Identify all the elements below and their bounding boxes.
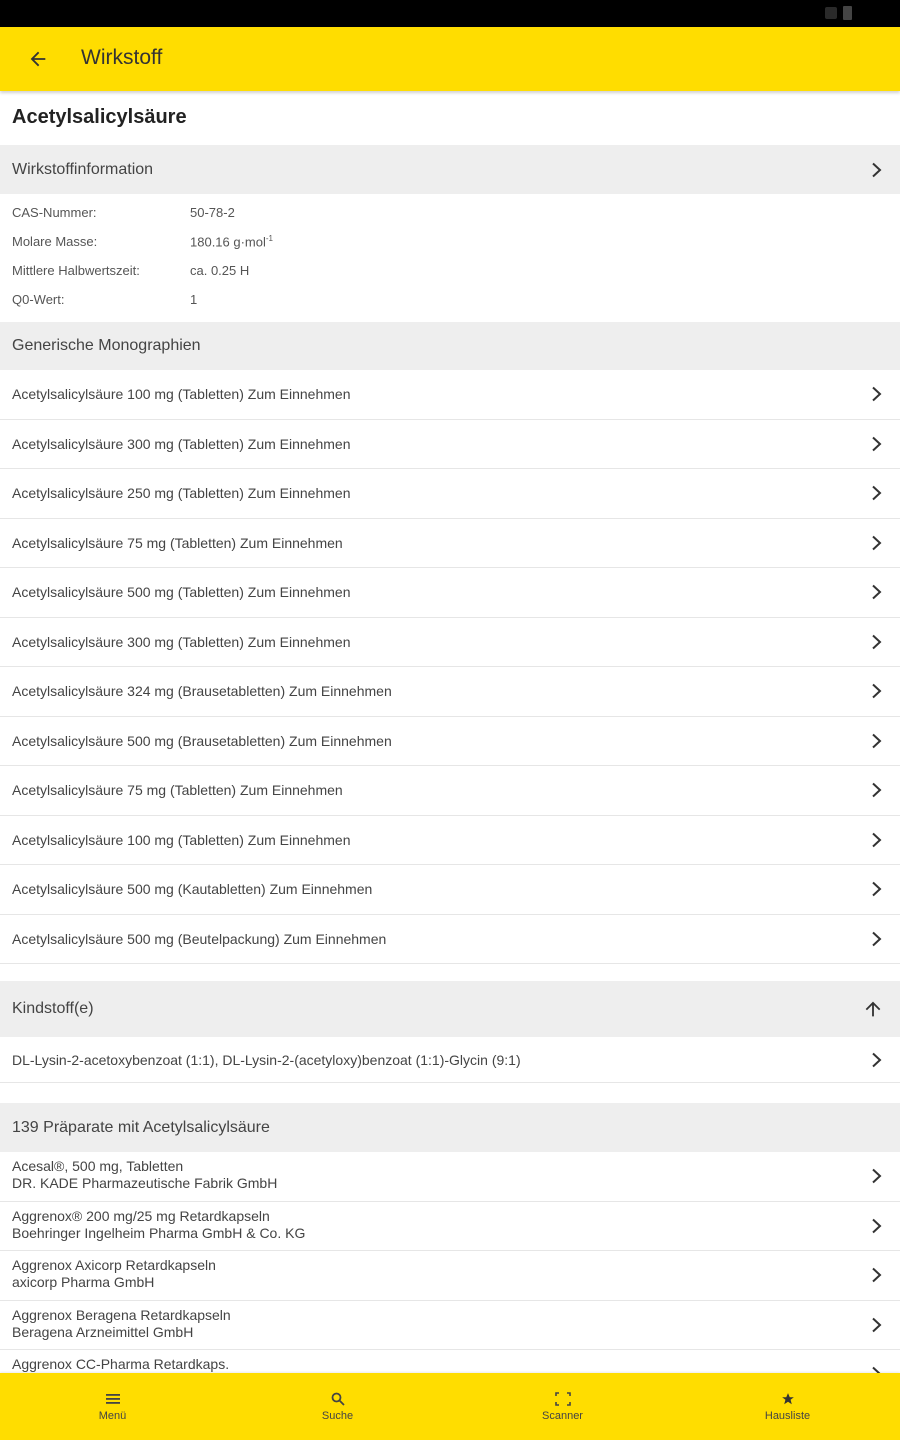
- monograph-item-label: Acetylsalicylsäure 300 mg (Tabletten) Zum Einnehmen: [12, 633, 351, 650]
- monograph-item[interactable]: [0, 816, 900, 866]
- chevron-right-icon: [870, 1267, 884, 1283]
- monograph-item-label: Acetylsalicylsäure 250 mg (Tabletten) Zum Einnehmen: [12, 485, 351, 502]
- info-value: ca. 0.25 H: [190, 263, 250, 278]
- preparation-item[interactable]: [0, 1202, 900, 1252]
- monograph-item-label: Acetylsalicylsäure 300 mg (Tabletten) Zum Einnehmen: [12, 435, 351, 452]
- monograph-item-label: Acetylsalicylsäure 500 mg (Tabletten) Zum Einnehmen: [12, 584, 351, 601]
- monograph-item[interactable]: [0, 568, 900, 618]
- info-value-text: 180.16 g·mol: [190, 234, 266, 250]
- child-substance-item[interactable]: [0, 1037, 900, 1083]
- chevron-right-icon: [870, 1168, 884, 1184]
- nav-scanner[interactable]: [450, 1373, 675, 1440]
- page-title: Wirkstoff: [81, 46, 163, 69]
- chevron-right-icon: [870, 782, 884, 798]
- preparation-list: [0, 1152, 900, 1373]
- star-icon: [781, 1391, 795, 1407]
- monograph-item[interactable]: [0, 915, 900, 965]
- monograph-item[interactable]: [0, 519, 900, 569]
- nav-hausliste[interactable]: [675, 1373, 900, 1440]
- preparation-item[interactable]: [0, 1251, 900, 1301]
- preparation-text: [12, 1307, 231, 1341]
- chevron-right-icon: [870, 1317, 884, 1333]
- preparation-name: Aggrenox CC-Pharma Retardkaps.: [12, 1356, 230, 1372]
- monograph-item[interactable]: [0, 420, 900, 470]
- preparation-name: Acesal®, 500 mg, Tabletten: [12, 1158, 184, 1174]
- menu-icon: [106, 1391, 120, 1407]
- chevron-right-icon: [870, 535, 884, 551]
- nav-search[interactable]: [225, 1373, 450, 1440]
- app-bar: [0, 27, 900, 91]
- chevron-right-icon: [870, 485, 884, 501]
- monograph-item-label: Acetylsalicylsäure 75 mg (Tabletten) Zum Einnehmen: [12, 534, 343, 551]
- nav-menu[interactable]: [0, 1373, 225, 1440]
- monograph-item-label: Acetylsalicylsäure 500 mg (Brausetabletten) Zum Einnehmen: [12, 732, 392, 749]
- info-key: Q0-Wert:: [12, 292, 65, 307]
- chevron-right-icon: [870, 162, 884, 178]
- info-value-superscript: -1: [265, 234, 274, 243]
- preparation-item[interactable]: [0, 1350, 900, 1373]
- chevron-right-icon: [870, 634, 884, 650]
- content: [0, 91, 900, 1373]
- bottom-navigation: [0, 1373, 900, 1440]
- preparation-company: Beragena Arzneimittel GmbH: [12, 1323, 194, 1340]
- monograph-item-label: Acetylsalicylsäure 100 mg (Tabletten) Zum Einnehmen: [12, 831, 351, 848]
- child-substances-section-title: Kindstoff(e): [12, 1000, 94, 1017]
- preparations-section-header: [0, 1103, 900, 1152]
- scanner-icon: [555, 1391, 571, 1407]
- monographs-section-title: Generische Monographien: [12, 337, 201, 354]
- info-value: 1: [190, 292, 198, 307]
- status-bar: [0, 0, 900, 27]
- arrow-left-icon: [27, 48, 49, 70]
- chevron-right-icon: [870, 931, 884, 947]
- info-value: [190, 234, 273, 249]
- info-section-header[interactable]: [0, 145, 900, 194]
- signal-icon: [825, 7, 837, 19]
- preparation-company: axicorp Pharma GmbH: [12, 1274, 155, 1290]
- monograph-item[interactable]: [0, 618, 900, 668]
- chevron-right-icon: [870, 436, 884, 452]
- monograph-item-label: Acetylsalicylsäure 324 mg (Brausetabletten) Zum Einnehmen: [12, 683, 392, 700]
- nav-hausliste-label: Hausliste: [764, 1410, 811, 1422]
- monographs-section-header: [0, 322, 900, 370]
- monograph-item[interactable]: [0, 667, 900, 717]
- preparation-company: Boehringer Ingelheim Pharma GmbH & Co. KG: [12, 1224, 306, 1241]
- chevron-right-icon: [870, 832, 884, 848]
- monograph-item[interactable]: [0, 766, 900, 816]
- preparations-section-title: 139 Präparate mit Acetylsalicylsäure: [12, 1118, 270, 1136]
- chevron-right-icon: [870, 683, 884, 699]
- info-key: Mittlere Halbwertszeit:: [12, 263, 140, 278]
- monograph-item-label: Acetylsalicylsäure 100 mg (Tabletten) Zum Einnehmen: [12, 386, 351, 403]
- monograph-item-label: Acetylsalicylsäure 75 mg (Tabletten) Zum Einnehmen: [12, 782, 343, 799]
- back-button[interactable]: [18, 39, 58, 79]
- chevron-right-icon: [870, 1366, 884, 1373]
- preparation-text: [12, 1257, 216, 1291]
- monograph-item[interactable]: [0, 370, 900, 420]
- status-icons: [825, 6, 852, 20]
- preparation-text: [12, 1158, 277, 1192]
- child-substances-section-header[interactable]: [0, 981, 900, 1037]
- chevron-right-icon: [870, 386, 884, 402]
- chevron-right-icon: [870, 1052, 884, 1068]
- preparation-name: Aggrenox® 200 mg/25 mg Retardkapseln: [12, 1207, 270, 1224]
- info-section-title: Wirkstoffinformation: [12, 160, 154, 178]
- nav-scanner-label: Scanner: [542, 1410, 583, 1422]
- monograph-item[interactable]: [0, 717, 900, 767]
- chevron-right-icon: [870, 733, 884, 749]
- info-key: CAS-Nummer:: [12, 205, 97, 220]
- arrow-up-icon: [862, 998, 884, 1020]
- preparation-item[interactable]: [0, 1301, 900, 1351]
- info-value: 50-78-2: [190, 205, 235, 220]
- child-substance-item-label: DL-Lysin-2-acetoxybenzoat (1:1), DL-Lysin-2-(acetyloxy)benzoat (1:1)-Glycin (9:1): [12, 1051, 521, 1068]
- chevron-right-icon: [870, 881, 884, 897]
- info-key: Molare Masse:: [12, 234, 98, 249]
- monograph-item-label: Acetylsalicylsäure 500 mg (Beutelpackung) Zum Einnehmen: [12, 930, 387, 947]
- child-substance-list: [0, 1037, 900, 1083]
- chevron-right-icon: [870, 584, 884, 600]
- nav-search-label: Suche: [321, 1410, 354, 1422]
- monograph-item[interactable]: [0, 865, 900, 915]
- preparation-name: Aggrenox Axicorp Retardkapseln: [12, 1257, 216, 1273]
- substance-name: Acetylsalicylsäure: [12, 106, 187, 128]
- monograph-item[interactable]: [0, 469, 900, 519]
- chevron-right-icon: [870, 1218, 884, 1234]
- preparation-item[interactable]: [0, 1152, 900, 1202]
- preparation-text: [12, 1356, 229, 1373]
- search-icon: [331, 1391, 345, 1407]
- monograph-item-label: Acetylsalicylsäure 500 mg (Kautabletten) Zum Einnehmen: [12, 881, 373, 898]
- preparation-text: [12, 1208, 305, 1242]
- preparation-company: DR. KADE Pharmazeutische Fabrik GmbH: [12, 1175, 278, 1191]
- battery-icon: [843, 6, 852, 20]
- monograph-list: [0, 370, 900, 964]
- nav-menu-label: Menü: [98, 1410, 127, 1422]
- preparation-name: Aggrenox Beragena Retardkapseln: [12, 1306, 231, 1323]
